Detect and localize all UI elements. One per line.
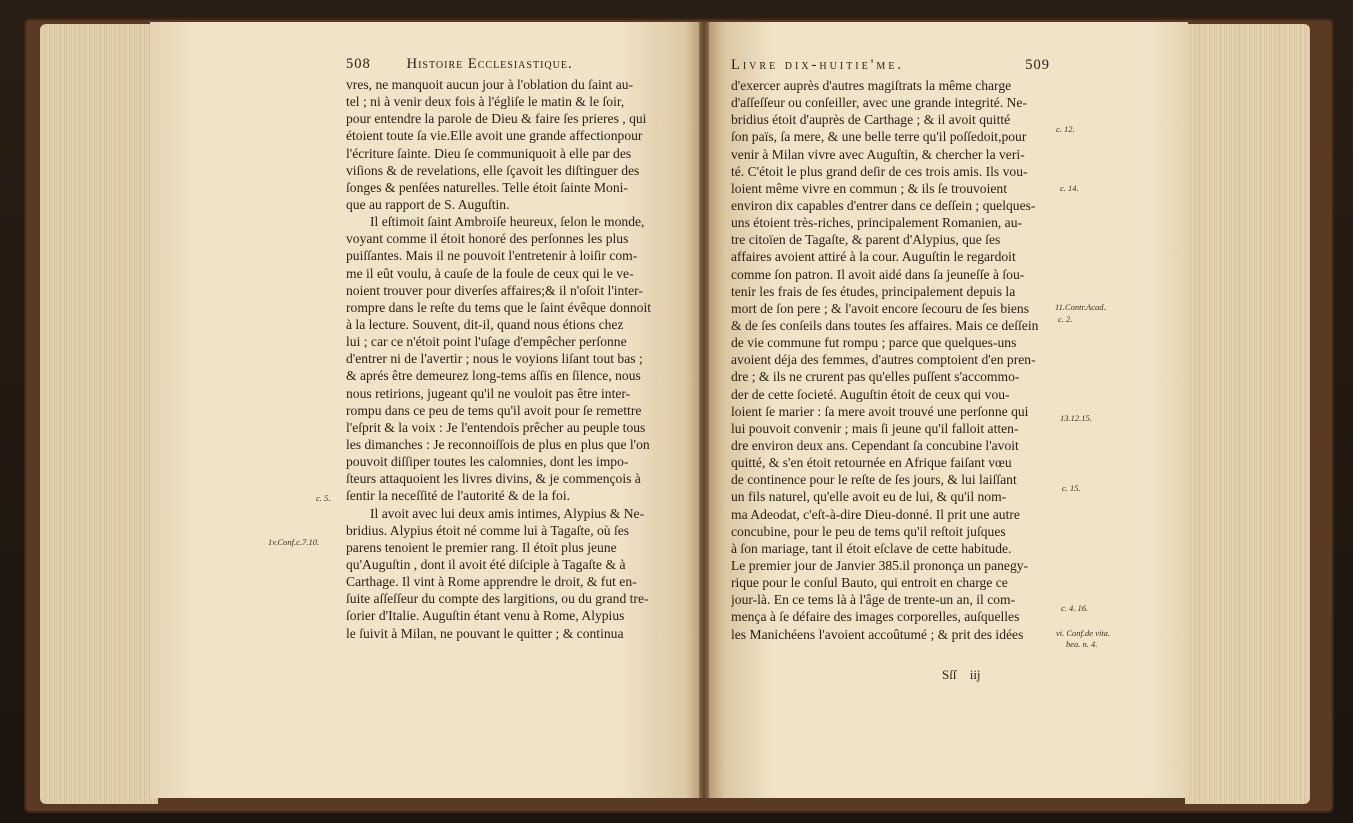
- text-line: bridius étoit d'auprès de Carthage ; & il avoit quitté: [731, 112, 1011, 128]
- text-line: rompre dans le reſte du tems que le ſaint évêque donnoit: [346, 299, 652, 315]
- text-line: & aprés être demeurez long-tems aſſis en ſilence, nous: [346, 368, 641, 384]
- margin-note: bea. n. 4.: [1066, 639, 1098, 649]
- text-line: puiſſantes. Mais il ne pouvoit l'entretenir à loiſir com-: [346, 248, 638, 264]
- margin-note: c. 5.: [316, 493, 331, 503]
- text-line: environ dix capables d'entrer dans ce deſſein ; quelques-: [731, 197, 1036, 213]
- text-line: avoient déja des femmes, d'autres comptoient d'en pren-: [731, 352, 1036, 368]
- text-line: ſuite aſſeſſeur du compte des largitions, ou du grand tre-: [346, 591, 649, 607]
- margin-note: c. 4. 16.: [1061, 603, 1089, 613]
- text-line: ma Adeodat, c'eſt-à-dire Dieu-donné. Il prit une autre: [731, 506, 1020, 522]
- right-text-column: [731, 57, 1050, 643]
- text-line: Il avoit avec lui deux amis intimes, Alypius & Ne-: [370, 505, 645, 521]
- text-line: l'eſprit & la voix : Je l'entendois prêcher au peuple tous: [346, 419, 646, 435]
- text-line: ſon païs, ſa mere, & une belle terre qu'il poſſedoit,pour: [731, 129, 1027, 145]
- text-line: dre ; & ils ne crurent pas qu'elles puſſent s'accommo-: [731, 369, 1020, 385]
- page-edges-left: [40, 24, 158, 804]
- text-line: Carthage. Il vint à Rome apprendre le droit, & fut en-: [346, 574, 637, 590]
- right-running-head: [731, 57, 1050, 77]
- text-line: ſorier d'Italie. Auguſtin étant venu à Rome, Alypius: [346, 608, 625, 624]
- text-line: quitté, & s'en étoit retournée en Afrique faiſant vœu: [731, 455, 1012, 471]
- text-line: d'aſſeſſeur ou conſeiller, avec une grande integrité. Ne-: [731, 95, 1027, 111]
- right-page-number: 509: [1025, 57, 1050, 73]
- text-line: jour-là. En ce tems là à l'âge de trente-un an, il com-: [731, 592, 1016, 608]
- text-line: me il eût voulu, à cauſe de la foule de ceux qui le ve-: [346, 265, 634, 281]
- text-line: tenir les frais de ſes études, principalement depuis la: [731, 283, 1016, 299]
- page-edges-right: [1185, 24, 1310, 804]
- text-line: lui ; car ce n'étoit point l'uſage d'empêcher perſonne: [346, 334, 627, 350]
- signature-mark: Sſſ iij: [942, 667, 981, 682]
- left-body: [346, 76, 684, 642]
- text-line: d'exercer auprès d'autres magiſtrats la même charge: [731, 78, 1012, 93]
- text-line: qu'Auguſtin , dont il avoit été diſciple à Tagaſte & à: [346, 556, 626, 572]
- text-line: tre citoïen de Tagaſte, & parent d'Alypius, que ſes: [731, 232, 1001, 248]
- text-line: ſentir la neceſſité de l'autorité & de la foi.: [346, 488, 571, 504]
- right-running-title: Livre dix-huitie'me.: [731, 57, 904, 73]
- margin-note: 11.Contr.Acad.: [1055, 302, 1106, 312]
- left-text-column: [346, 56, 684, 642]
- text-line: uns étoient très-riches, principalement Romanien, au-: [731, 215, 1023, 231]
- text-line: de vie commune fut rompu ; parce que quelques-uns: [731, 335, 1017, 351]
- text-line: pouvoit diſſiper toutes les calomnies, dont les impo-: [346, 454, 629, 470]
- margin-note: 13.12.15.: [1060, 413, 1092, 423]
- text-line: parens tenoient le premier rang. Il étoit plus jeune: [346, 539, 617, 555]
- text-line: venir à Milan vivre avec Auguſtin, & chercher la veri-: [731, 146, 1025, 162]
- text-line: d'entrer ni de l'avertir ; nous le voyions liſant tout bas ;: [346, 351, 643, 367]
- text-line: comme ſon patron. Il avoit aidé dans ſa jeuneſſe à ſou-: [731, 266, 1025, 282]
- text-line: lui pouvoit convenir ; mais ſi jeune qu'il falloit atten-: [731, 420, 1019, 436]
- text-line: concubine, pour le peu de tems qu'il reſtoit juſques: [731, 523, 1006, 539]
- text-line: à la lecture. Souvent, dit-il, quand nous étions chez: [346, 316, 624, 332]
- text-line: bridius. Alypius étoit né comme lui à Tagaſte, où ſes: [346, 522, 630, 538]
- text-line: étoient toute ſa vie.Elle avoit une grande affectionpour: [346, 128, 643, 144]
- text-line: nous retirions, jugeant qu'il ne vouloit pas être inter-: [346, 385, 631, 401]
- text-line: loient ſe marier : ſa mere avoit trouvé une perſonne qui: [731, 403, 1029, 419]
- text-line: té. C'étoit le plus grand deſir de ces trois amis. Ils vou-: [731, 163, 1028, 179]
- text-line: voyant comme il étoit honoré des perſonnes les plus: [346, 231, 629, 247]
- book-gutter: [699, 22, 709, 798]
- text-line: vres, ne manquoit aucun jour à l'oblation du ſaint au-: [346, 77, 634, 92]
- text-line: affaires avoient attiré à la cour. Auguſtin le regardoit: [731, 249, 1016, 265]
- text-line: l'écriture ſainte. Dieu ſe communiquoit à elle par des: [346, 145, 632, 161]
- left-page-number: 508: [346, 56, 371, 72]
- text-line: pour entendre la parole de Dieu & faire ſes prieres , qui: [346, 111, 647, 127]
- text-line: mort de ſon pere ; & l'avoit encore ſecouru de ſes biens: [731, 300, 1030, 316]
- text-line: les dimanches : Je reconnoiſſois de plus en plus que l'on: [346, 436, 650, 452]
- text-line: rompu dans ce peu de tems qu'il avoit pour ſe remettre: [346, 402, 642, 418]
- text-line: mença à ſe défaire des images corporelles, auſquelles: [731, 609, 1020, 625]
- text-line: que au rapport de S. Auguſtin.: [346, 196, 510, 212]
- text-line: dre environ deux ans. Cependant ſa concubine l'avoit: [731, 437, 1019, 453]
- text-line: le ſuivit à Milan, ne pouvant le quitter ; & continua: [346, 625, 624, 641]
- margin-note: c. 14.: [1060, 183, 1079, 193]
- text-line: un fils naturel, qu'elle avoit eu de lui, & qu'il nom-: [731, 489, 1007, 505]
- text-line: & de ſes conſeils dans toutes ſes affaires. Mais ce deſſein: [731, 317, 1039, 333]
- margin-note: c. 2.: [1058, 314, 1073, 324]
- text-line: les Manichéens l'avoient accoûtumé ; & prit des idées: [731, 626, 1024, 642]
- text-line: ſteurs attaquoient les livres divins, & je commençois à: [346, 471, 641, 487]
- left-running-title: Histoire Ecclesiastique.: [406, 56, 573, 72]
- margin-note: vi. Conf.de vita.: [1056, 628, 1111, 638]
- margin-note: 1v.Conf.c.7.10.: [268, 537, 320, 547]
- text-line: à ſon mariage, tant il étoit eſclave de cette habitude.: [731, 540, 1012, 556]
- text-line: rique pour le conſul Bauto, qui entroit en charge ce: [731, 575, 1008, 591]
- text-line: Le premier jour de Janvier 385.il prononça un panegy-: [731, 557, 1029, 573]
- text-line: tel ; ni à venir deux fois à l'égliſe le matin & le ſoir,: [346, 94, 625, 110]
- text-line: ſonges & penſées naturelles. Telle étoit ſainte Moni-: [346, 179, 628, 195]
- text-line: der de cette ſocieté. Auguſtin étoit de ceux qui vou-: [731, 386, 1010, 402]
- text-line: noient trouver pour diverſes affaires;& il n'oſoit l'inter-: [346, 282, 643, 298]
- text-line: de continence pour le reſte de ſes jours, & lui laiſſant: [731, 472, 1017, 488]
- text-line: viſions & de revelations, elle ſçavoit les diſtinguer des: [346, 162, 640, 178]
- margin-note: c. 15.: [1062, 483, 1081, 493]
- text-line: Il eſtimoit ſaint Ambroiſe heureux, ſelon le monde,: [370, 214, 645, 230]
- margin-note: c. 12.: [1056, 124, 1075, 134]
- text-line: loient même vivre en commun ; & ils ſe trouvoient: [731, 180, 1007, 196]
- left-running-head: [346, 56, 684, 76]
- right-body: [731, 77, 1050, 643]
